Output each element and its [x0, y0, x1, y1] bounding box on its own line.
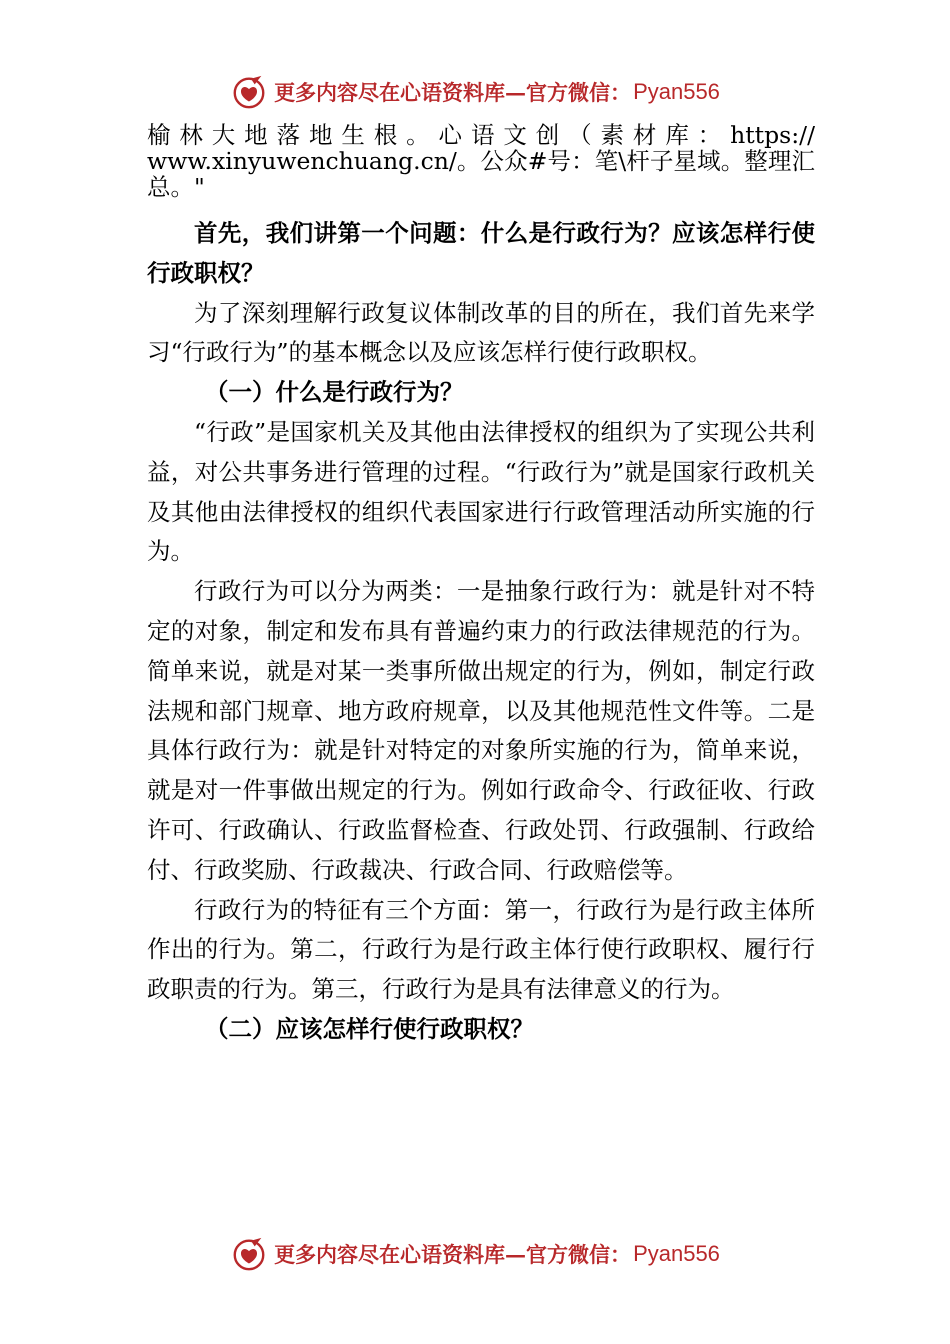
- paragraph-1: 为了深刻理解行政复议体制改革的目的所在，我们首先来学习“行政行为”的基本概念以及应该怎样行使行政职权。: [147, 298, 815, 367]
- subheading-2: （二）应该怎样行使行政职权？: [205, 1014, 534, 1043]
- paragraph-4: 行政行为的特征有三个方面：第一，行政行为是行政主体所作出的行为。第二，行政行为是行政主体行使行政职权、履行行政职责的行为。第三，行政行为是具有法律意义的行为。: [147, 895, 815, 1004]
- footer-banner-text: 更多内容尽在心语资料库—官方微信：: [274, 1242, 632, 1267]
- intro-paragraph: 榆林大地落地生根。心语文创（素材库：https:// www.xinyuwenchuang.cn/。公众#号：笔\杆子星域。整理汇总。": [147, 121, 815, 201]
- document-body: [147, 122, 815, 1050]
- footer-wechat-id: Pyan556: [633, 1241, 720, 1266]
- header-wechat-id: Pyan556: [633, 79, 720, 104]
- paragraph-2: “行政”是国家机关及其他由法律授权的组织为了实现公共利益，对公共事务进行管理的过程。“行政行为”就是国家行政机关及其他由法律授权的组织代表国家进行行政管理活动所实施的行为。: [147, 417, 815, 566]
- brush-heart-logo-icon: [230, 1235, 268, 1273]
- brush-heart-logo-icon: [230, 73, 268, 111]
- header-banner-text: 更多内容尽在心语资料库—官方微信：: [274, 80, 632, 105]
- footer-banner: [0, 1232, 950, 1276]
- paragraph-3: 行政行为可以分为两类：一是抽象行政行为：就是针对不特定的对象，制定和发布具有普遍约束力的行政法律规范的行为。简单来说，就是对某一类事所做出规定的行为，例如，制定行政法规和部门规章、地方政府规章，以及其他规范性文件等。二是具体行政行为：就是针对特定的对象所实施的行为，简单来说，就是对一件事做出规定的行为。例如行政命令、行政征收、行政许可、行政确认、行政监督检查、行政处罚、行政强制、行政给付、行政奖励、行政裁决、行政合同、行政赔偿等。: [147, 577, 815, 884]
- subheading-1: （一）什么是行政行为？: [205, 378, 464, 407]
- section-heading: 首先，我们讲第一个问题：什么是行政行为？应该怎样行使行政职权？: [147, 219, 815, 287]
- header-banner: [0, 70, 950, 114]
